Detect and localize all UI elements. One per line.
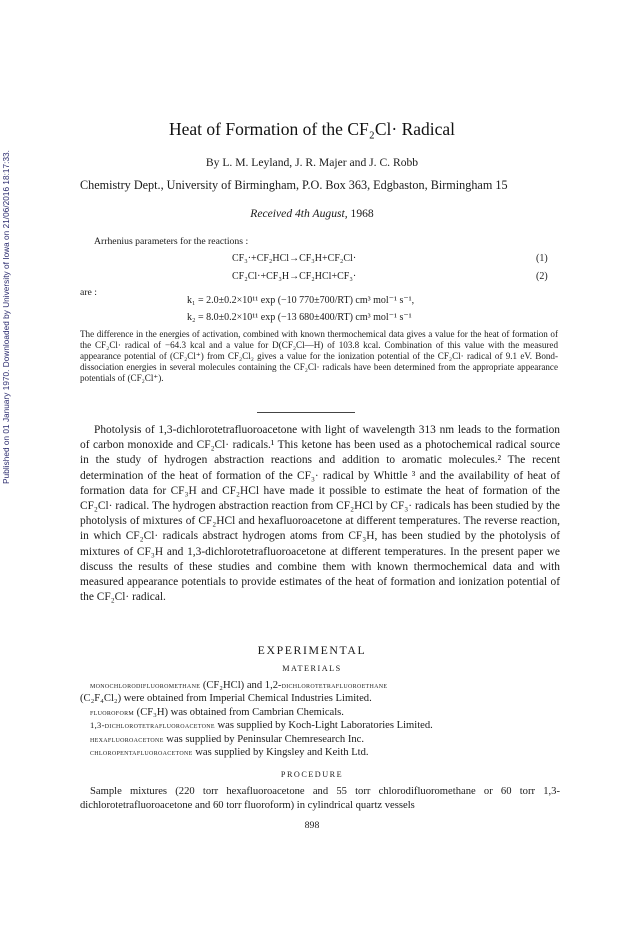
rate-constant-k1: k₁ = 2.0±0.2×10¹¹ exp (−10 770±700/RT) cm³ mol⁻¹ s⁻¹, bbox=[187, 295, 415, 306]
abstract: The difference in the energies of activation, combined with known thermochemical data gives a value for the heat of formation of the CF₂Cl· radical of −64.3 kcal and a value for D(CF₂Cl—H) of 103.8 kcal. Combination of this value with the measured appearance potential of (CF₂Cl⁺) from CF₂Cl₂ gives a value for the ionization potential of the CF₂Cl· radical of 9.1 eV. Bond-dissociation energies in several molecules containing the CF₂Cl· radicals have been determined from the appropriate appearance potentials of (CF₂Cl⁺). bbox=[80, 329, 558, 384]
received-date bbox=[0, 207, 624, 220]
equation-2: CF₂Cl·+CF₃H→CF₂HCl+CF₃· bbox=[232, 271, 357, 282]
materials-heading: MATERIALS bbox=[282, 664, 342, 673]
material-item bbox=[80, 692, 560, 705]
materials-list bbox=[80, 679, 560, 759]
material-name: monochlorodifluoromethane bbox=[90, 680, 201, 690]
publication-sidebar-note: Published on 01 January 1970. Downloaded by University of Iowa on 21/06/2016 18:17:33. bbox=[2, 150, 11, 484]
material-item bbox=[80, 746, 560, 759]
material-name: chloropentafluoroacetone bbox=[90, 747, 193, 758]
procedure-heading: PROCEDURE bbox=[280, 770, 344, 779]
material-item bbox=[80, 733, 560, 746]
section-divider bbox=[257, 412, 355, 413]
page-number: 898 bbox=[304, 820, 320, 831]
article-title: Heat of Formation of the CF₂Cl· Radical bbox=[168, 119, 456, 139]
equation-1: CF₃·+CF₂HCl→CF₃H+CF₂Cl· bbox=[232, 253, 357, 264]
body-paragraph: Photolysis of 1,3-dichlorotetrafluoroacetone with light of wavelength 313 nm leads to the formation of carbon monoxide and CF₂Cl· radicals.¹ This ketone has been used as a photochemical radical source in the study of hydrogen abstraction reactions and addition to aromatic molecules.² The recent determination of the heat of formation of the CF₃· radical by Whittle ³ and the availability of heat of formation data for CF₃H and CF₂HCl have made it possible to estimate the heat of formation of the CF₂Cl· radical. The hydrogen abstraction reaction from CF₂HCl by CF₃· radicals has been studied by the photolysis of mixtures of CF₂HCl and hexafluoroacetone at different temperatures. The reverse reaction, in which CF₂Cl· radicals abstract hydrogen atoms from CF₃H, has been studied by the photolysis of mixtures of CF₃H and 1,3-dichlorotetrafluoroacetone at different temperatures. In the present paper we discuss the results of these studies and combine them with known thermochemical data and with measured appearance potentials to provide estimates of the heat of formation and ionization potential of the CF₂Cl· radical. bbox=[80, 424, 560, 604]
equation-2-number: (2) bbox=[536, 271, 548, 282]
material-text: (C₂F₄Cl₂) were obtained from Imperial Chemical Industries Limited. bbox=[80, 693, 372, 705]
material-text: (CF₃H) was obtained from Cambrian Chemicals. bbox=[134, 706, 344, 718]
procedure-paragraph: Sample mixtures (220 torr hexafluoroacetone and 55 torr chlorodifluoromethane or 60 torr 1,3-dichlorotetrafluoroacetone and 60 torr fluoroform) in cylindrical quartz vessels bbox=[80, 786, 560, 811]
reactions-intro: Arrhenius parameters for the reactions : bbox=[94, 236, 249, 247]
material-item bbox=[80, 719, 560, 732]
material-item bbox=[80, 706, 560, 719]
experimental-heading: EXPERIMENTAL bbox=[257, 643, 367, 657]
affiliation: Chemistry Dept., University of Birmingham, P.O. Box 363, Edgbaston, Birmingham 15 bbox=[80, 178, 508, 192]
equation-1-number: (1) bbox=[536, 253, 548, 264]
body-text bbox=[80, 423, 560, 605]
received-year: 1968 bbox=[347, 207, 374, 220]
material-text: was supplied by Peninsular Chemresearch Inc. bbox=[163, 733, 365, 745]
are-label: are : bbox=[80, 287, 97, 298]
rate-constant-k2: k₂ = 8.0±0.2×10¹¹ exp (−13 680±400/RT) cm³ mol⁻¹ s⁻¹ bbox=[187, 312, 412, 323]
material-text: (CF₂HCl) and 1,2- bbox=[200, 680, 282, 691]
material-item bbox=[80, 679, 560, 692]
procedure-text bbox=[80, 785, 560, 812]
material-name: fluoroform bbox=[90, 706, 135, 717]
author-list: By L. M. Leyland, J. R. Majer and J. C. Robb bbox=[205, 156, 419, 169]
material-name: 1,3-dichlorotetrafluoroacetone bbox=[90, 720, 215, 731]
received-prefix: Received 4th August, bbox=[250, 207, 348, 220]
material-text: was supplied by Koch-Light Laboratories Limited. bbox=[214, 720, 433, 732]
material-name: hexafluoroacetone bbox=[90, 733, 164, 744]
material-name: dichlorotetrafluoroethane bbox=[281, 680, 388, 690]
material-text: was supplied by Kingsley and Keith Ltd. bbox=[192, 747, 369, 759]
